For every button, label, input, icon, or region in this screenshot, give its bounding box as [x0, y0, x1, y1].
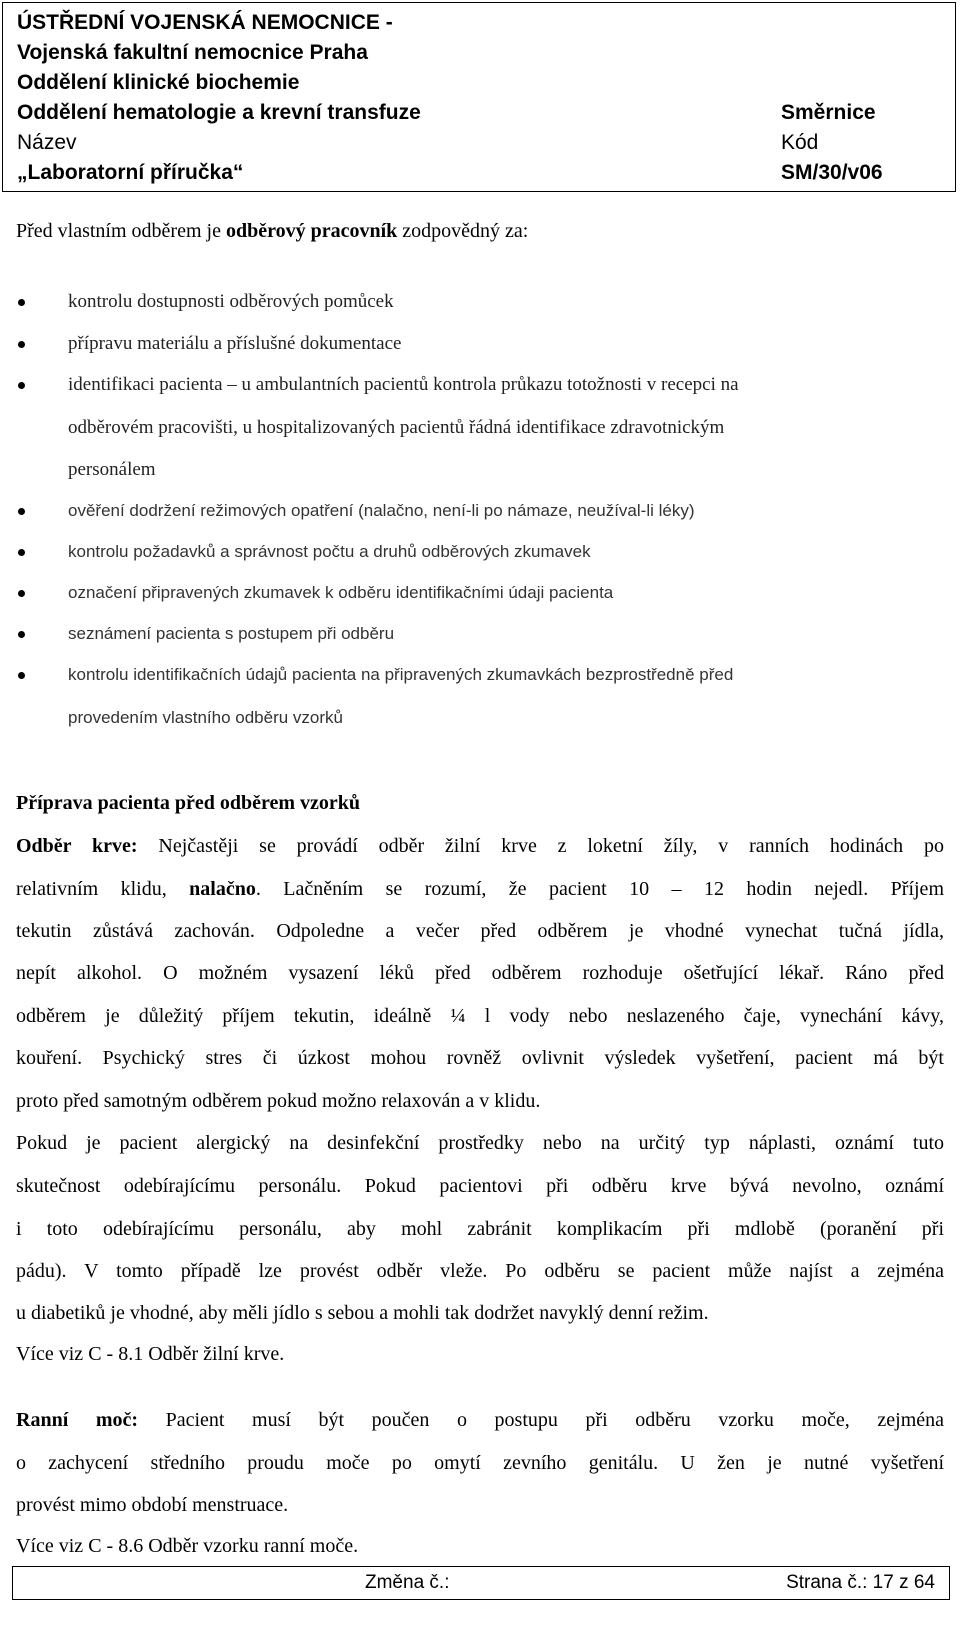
department-biochemistry: Oddělení klinické biochemie — [17, 71, 300, 94]
list-item-continued: personálem — [68, 459, 156, 480]
fasting-bold: nalačno — [189, 878, 256, 900]
bullet-icon — [18, 590, 25, 597]
bullet-icon — [18, 672, 25, 679]
intro-paragraph: Před vlastním odběrem je odběrový pracovník zodpovědný za: — [16, 220, 529, 242]
list-item: ověření dodržení režimových opatření (nalačno, není-li po námaze, neužíval-li léky) — [68, 501, 695, 520]
urine-lead: Ranní moč: — [16, 1409, 139, 1431]
document-code: SM/30/v06 — [781, 161, 883, 184]
list-item-continued: odběrovém pracovišti, u hospitalizovaných pacientů řádná identifikace zdravotnickým — [68, 417, 725, 438]
bullet-icon — [18, 508, 25, 515]
list-item-continued: provedením vlastního odběru vzorků — [68, 708, 343, 727]
bullet-icon — [18, 299, 25, 306]
department-hematology: Oddělení hematologie a krevní transfuze — [17, 101, 421, 124]
institution-name: ÚSTŘEDNÍ VOJENSKÁ NEMOCNICE - — [17, 11, 393, 34]
list-item: identifikaci pacienta – u ambulantních pacientů kontrola průkazu totožnosti v recepci na — [68, 374, 739, 395]
bullet-icon — [18, 631, 25, 638]
change-number: Změna č.: — [365, 1572, 450, 1593]
document-footer — [12, 1566, 950, 1600]
list-item: kontrolu požadavků a správnost počtu a druhů odběrových zkumavek — [68, 542, 591, 561]
page-number: Strana č.: 17 z 64 — [786, 1572, 935, 1593]
bullet-icon — [18, 341, 25, 348]
bullet-icon — [18, 549, 25, 556]
blood-lead: Odběr krve: — [16, 835, 138, 857]
list-item: kontrolu dostupnosti odběrových pomůcek — [68, 291, 394, 312]
list-item: kontrolu identifikačních údajů pacienta na připravených zkumavkách bezprostředně před — [68, 665, 734, 684]
document-header — [2, 2, 956, 192]
list-item: označení připravených zkumavek k odběru identifikačními údaji pacienta — [68, 583, 614, 602]
document-name: „Laboratorní příručka“ — [17, 161, 244, 184]
section-title: Příprava pacienta před odběrem vzorků — [16, 792, 361, 814]
list-item: přípravu materiálu a příslušné dokumentace — [68, 333, 402, 354]
code-label: Kód — [781, 131, 819, 154]
list-item: seznámení pacienta s postupem při odběru — [68, 624, 395, 643]
document-type: Směrnice — [781, 101, 876, 124]
name-label: Název — [17, 131, 77, 154]
blood-reference: Více viz C - 8.1 Odběr žilní krve. — [16, 1343, 285, 1365]
intro-bold: odběrový pracovník — [225, 220, 398, 242]
urine-reference: Více viz C - 8.6 Odběr vzorku ranní moče. — [16, 1535, 359, 1557]
institution-subtitle: Vojenská fakultní nemocnice Praha — [17, 41, 368, 64]
bullet-icon — [18, 382, 25, 389]
